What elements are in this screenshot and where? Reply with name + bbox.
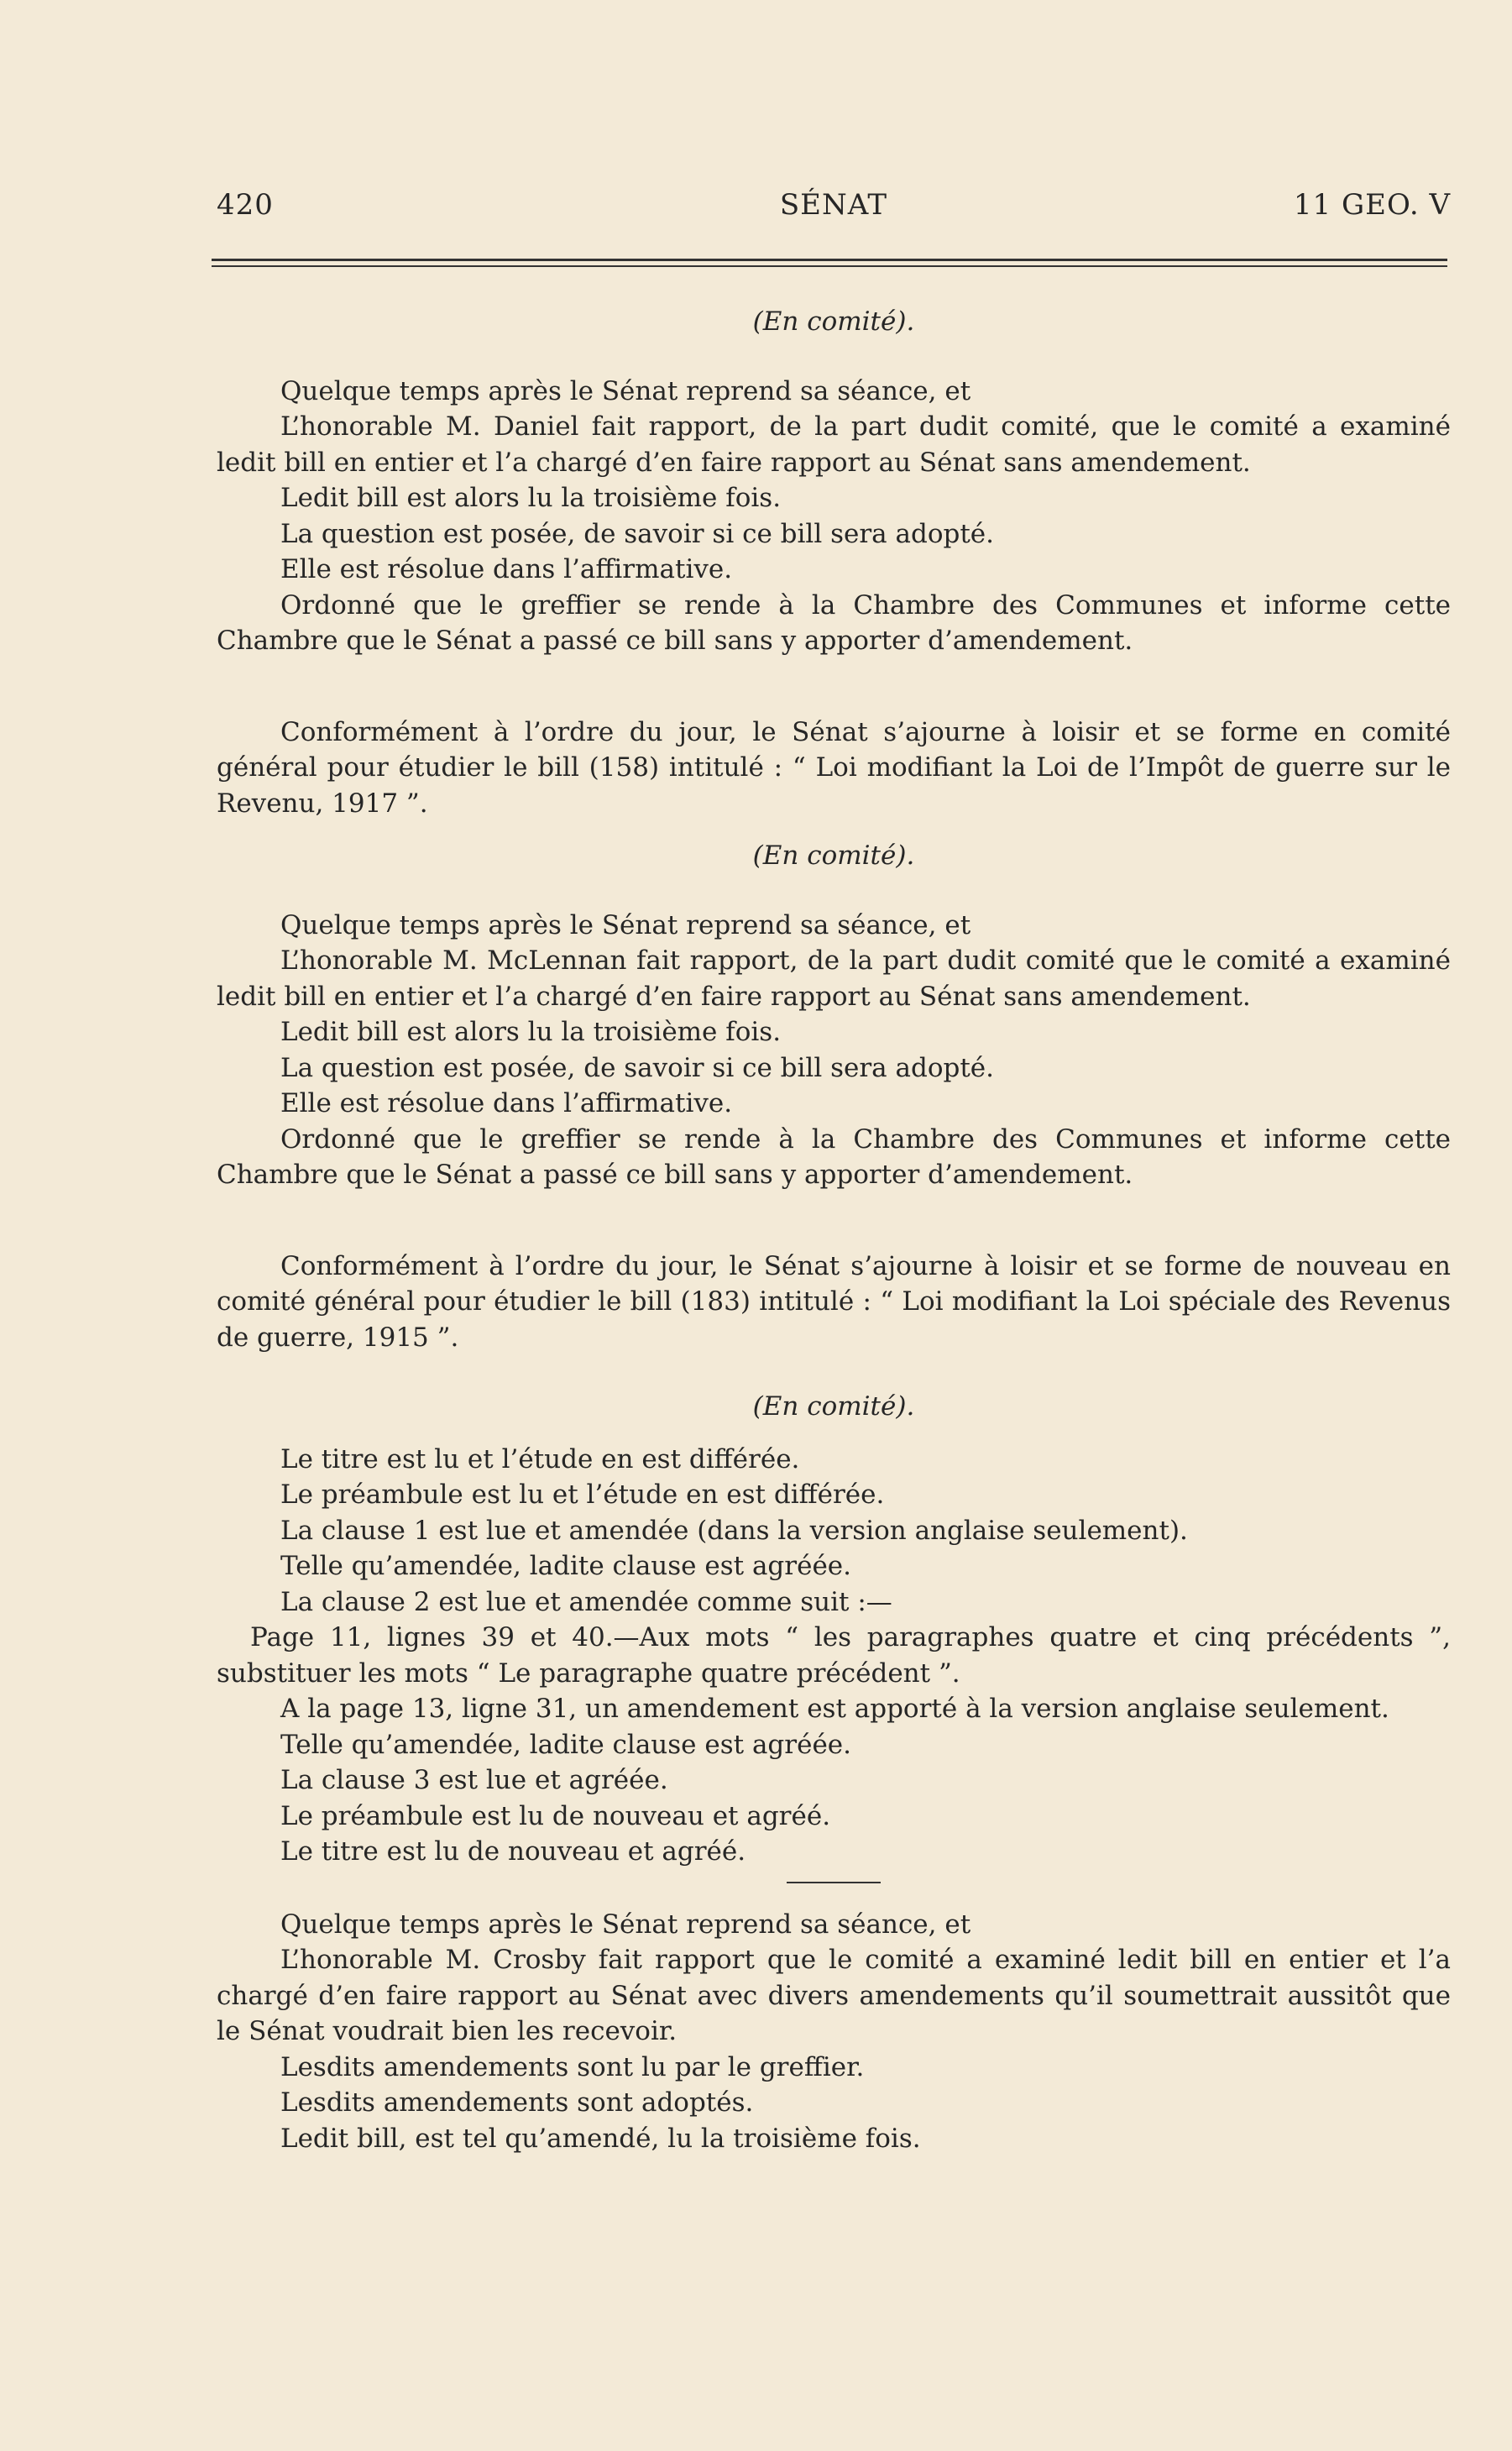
paragraph: La clause 3 est lue et agréée. (280, 1765, 668, 1795)
paragraph: A la page 13, ligne 31, un amendement est apporté à la version anglaise seulement. (280, 1694, 1389, 1724)
paragraph: Ordonné que le greffier se rende à la Chambre des Communes et informe cette Chambre que le Sénat a passé ce bill sans y apporter d’amendement. (217, 589, 1451, 656)
page-header (217, 188, 1451, 225)
paragraph: Le préambule est lu et l’étude en est différée. (280, 1480, 885, 1510)
paragraph: Elle est résolue dans l’affirmative. (280, 1088, 733, 1118)
paragraph: Ledit bill est alors lu la troisième fois. (280, 483, 782, 513)
paragraph: La clause 2 est lue et amendée comme suit :— (280, 1586, 892, 1617)
paragraph: Lesdits amendements sont lu par le greffier. (280, 2051, 865, 2082)
paragraph: Le préambule est lu de nouveau et agréé. (280, 1800, 831, 1831)
order-of-day-paragraph-2: Conformément à l’ordre du jour, le Sénat s’ajourne à loisir et se forme de nouveau en comité général pour étudier le bill (183) intitulé : “ Loi modifiant la Loi spéciale des Revenus de guerre, 1915 ”. (217, 1250, 1451, 1353)
paragraph: La clause 1 est lue et amendée (dans la version anglaise seulement). (280, 1515, 1188, 1546)
paragraph: L’honorable M. Daniel fait rapport, de la part dudit comité, que le comité a examiné ledit bill en entier et l’a chargé d’en faire rapport au Sénat sans amendement. (217, 411, 1451, 478)
page-number: 420 (217, 188, 274, 222)
paragraph: Telle qu’amendée, ladite clause est agréée. (280, 1551, 851, 1581)
paragraph: Quelque temps après le Sénat reprend sa séance, et (280, 909, 971, 940)
paragraph: Quelque temps après le Sénat reprend sa séance, et (280, 1909, 971, 1940)
paragraph: Le titre est lu et l’étude en est différée. (280, 1443, 800, 1474)
paragraph: La question est posée, de savoir si ce bill sera adopté. (280, 518, 995, 549)
paragraph: Telle qu’amendée, ladite clause est agréée. (280, 1729, 851, 1760)
page-body (217, 304, 1451, 2156)
committee-heading-3: (En comité). (752, 1391, 915, 1422)
header-rule-top (212, 259, 1447, 261)
committee-heading-2: (En comité). (752, 841, 915, 871)
paragraph: Lesdits amendements sont adoptés. (280, 2087, 754, 2118)
paragraph: Ordonné que le greffier se rende à la Chambre des Communes et informe cette Chambre que le Sénat a passé ce bill sans y apporter d’amendement. (217, 1123, 1451, 1190)
amendment-paragraph: Page 11, lignes 39 et 40.—Aux mots “ les paragraphes quatre et cinq précédents ”, substituer les mots “ Le paragraphe quatre précédent ”. (217, 1622, 1451, 1689)
paragraph: La question est posée, de savoir si ce bill sera adopté. (280, 1052, 995, 1083)
paragraph: Ledit bill est alors lu la troisième fois. (280, 1017, 782, 1047)
paragraph: L’honorable M. Crosby fait rapport que le comité a examiné ledit bill en entier et l’a chargé d’en faire rapport au Sénat avec divers amendements qu’il soumettrait aussitôt que le Sénat voudrait bien les recevoir. (217, 1945, 1451, 2046)
paragraph: Quelque temps après le Sénat reprend sa séance, et (280, 375, 971, 406)
paragraph: Elle est résolue dans l’affirmative. (280, 554, 733, 584)
session-label: 11 GEO. V (1293, 188, 1451, 222)
paragraph: Ledit bill, est tel qu’amendé, lu la troisième fois. (280, 2123, 921, 2154)
section-divider (787, 1882, 881, 1883)
header-rule-bottom (212, 265, 1447, 267)
committee-heading-1: (En comité). (752, 306, 915, 337)
paragraph: L’honorable M. McLennan fait rapport, de la part dudit comité que le comité a examiné ledit bill en entier et l’a chargé d’en faire rapport au Sénat sans amendement. (217, 945, 1451, 1012)
paragraph: Le titre est lu de nouveau et agréé. (280, 1836, 746, 1867)
order-of-day-paragraph-1: Conformément à l’ordre du jour, le Sénat s’ajourne à loisir et se forme en comité général pour étudier le bill (158) intitulé : “ Loi modifiant la Loi de l’Impôt de guerre sur le Revenu, 1917 ”. (217, 716, 1451, 819)
running-title: SÉNAT (779, 188, 888, 222)
